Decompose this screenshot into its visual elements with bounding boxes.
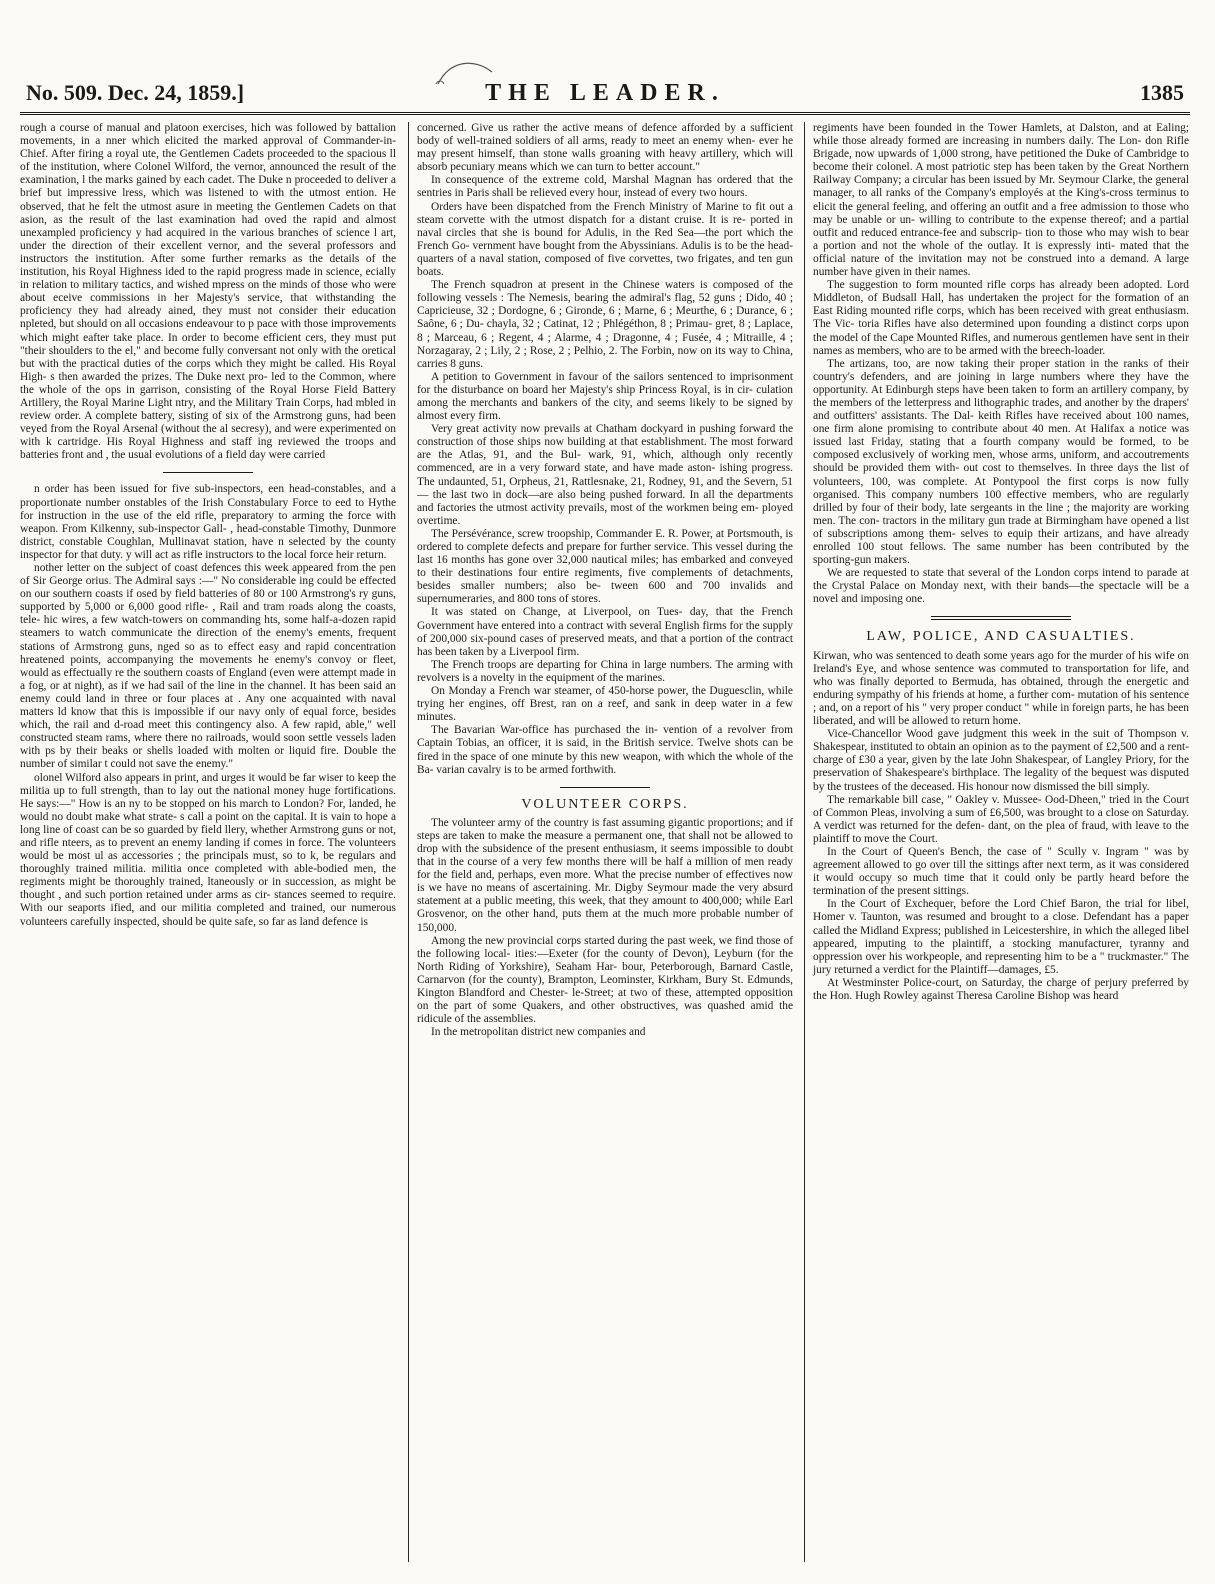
paragraph: The volunteer army of the country is fast assuming gigantic proportions; and if steps are taken to make the measure a permanent one, that shall not be allowed to drop with the subsidence of the present enthusiasm, it seems impossible to doubt that in the course of a very few months there will be half a million of men ready for the field and, perhaps, even more. What the precise number of effectives now is we have no means of ascertaining. Mr. Digby Seymour made the very absurd statement at a public meeting, this week, that they amount to 400,000; while Earl Grosvenor, on the other hand, puts them at the much more probable number of 150,000. [417, 816, 793, 934]
paragraph: regiments have been founded in the Tower Hamlets, at Dalston, and at Ealing; while those already formed are increasing in numbers daily. The Lon- don Rifle Brigade, now upwards of 1,000 strong, have petitioned the Duke of Cambridge to become their colonel. A most patriotic step has been taken by the Great Northern Railway Company; a circular has been issued by Mr. Seymour Clarke, the general manager, to all ranks of the Company's employés at the King's-cross terminus to elicit the general feeling, and offering an outfit and a free admission to those who may be unable or un- willing to contribute to the expense thereof; and a partial outfit and reduced entrance-fee and subscrip- tion to those who may wish to bear a portion and not the whole of the outlay. It is expressly inti- mated that the official nature of the invitation may not be construed into a demand. A large number have given in their names. [813, 122, 1189, 279]
paragraph: Orders have been dispatched from the French Ministry of Marine to fit out a steam corvette with the utmost dispatch for a distant cruise. It is re- ported in naval circles that she is bound for Adulis, in the Red Sea—the port which the French Go- vernment have bought from the Abyssinians. Adulis is to be the head-quarters of a naval station, composed of five corvettes, two frigates, and ten gun boats. [417, 200, 793, 279]
paragraph: It was stated on Change, at Liverpool, on Tues- day, that the French Government have entered into a contract with several English firms for the supply of 200,000 six-pound cases of preserved meats, and that a portion of the contract has been taken by a Liverpool firm. [417, 606, 793, 658]
section-divider [163, 472, 253, 473]
paragraph: We are requested to state that several of the London corps intend to parade at the Crystal Palace on Monday next, with their bands—the spectacle will be a novel and imposing one. [813, 567, 1189, 606]
paragraph: In the Court of Queen's Bench, the case of " Scully v. Ingram " was by agreement allowed to go over till the sittings after next term, as it was considered it would occupy so much time that it could only be partly heard before the termination of the present sittings. [813, 845, 1189, 898]
masthead [20, 80, 1190, 115]
paragraph: Vice-Chancellor Wood gave judgment this week in the suit of Thompson v. Shakespear, instituted to obtain an opinion as to the payment of £2,500 and a rent-charge of £30 a year, given by the late John Shakespear, of Langley Priory, for the preservation of Shakespeare's birthplace. The legality of the bequest was disputed by the trustees of the deceased. His honour now dismissed the bill simply. [813, 728, 1189, 793]
paragraph: Among the new provincial corps started during the past week, we find those of the following local- ities:—Exeter (for the county of Devon), Leyburn (for the North Riding of Yorkshire), Seaham Har- bour, Peterborough, Barnard Castle, Carnarvon (for the county), Brampton, Leominster, Kirkham, Bury St. Edmunds, Kington Blandford and Chester- le-Street; at two of these, attempted opposition on the part of some Quakers, and other obstructives, was quashed amid the ridicule of the assemblies. [417, 934, 793, 1026]
column-2 [408, 122, 793, 1562]
newspaper-title: THE LEADER. [485, 80, 725, 106]
paragraph: olonel Wilford also appears in print, and urges it would be far wiser to keep the militia up to full strength, than to lay out the national money huge fortifications. He says:—" How is an ny to be stopped on his march to London? For, landed, he would no doubt make what strate- s call a point on the capital. It is vain to hope a long line of coast can be so guarded by field llery, whether Armstrong guns or not, and rifle nteers, as to prevent an enemy landing if comes in force. The volunteers would be most ul as accessories ; the principals must, so to k, be regulars and thoroughly trained militia. militia once completed with able-bodied men, the regiments might be thoroughly trained, ltaneously or in succession, as might be thought , and such portion retained under arms as cir- stances seemed to require. With our seaports ified, and our militia completed and trained, our numerous volunteers carefully inspected, should be quite safe, so far as land defence is [20, 771, 396, 928]
paragraph: A petition to Government in favour of the sailors sentenced to imprisonment for the disturbance on board her Majesty's ship Princess Royal, is in cir- culation among the merchants and bankers of the city, and seems likely to be signed by almost every firm. [417, 370, 793, 423]
paragraph: In consequence of the extreme cold, Marshal Magnan has ordered that the sentries in Paris shall be relieved every hour, instead of every two hours. [417, 174, 793, 200]
paragraph: rough a course of manual and platoon exercises, hich was followed by battalion movements, in a nner which elicited the marked approval of Commander-in-Chief. After firing a royal ute, the Gentlemen Cadets proceeded to the spacious ll of the institution, where Colonel Wilford, the vernor, announced the result of the examination, l the marks gained by each cadet. The Duke n proceeded to deliver a brief but impressive lress, which was listened to with the utmost ention. He observed, that he felt the utmost asure in meeting the Gentlemen Cadets on that asion, as the result of the last examination had oved the rapid and almost unexampled proficiency y had acquired in the various branches of science l art, under the direction of their excellent vernor, and the several professors and instructors the institution. After some further remarks as the details of the institution, his Royal Highness ided to the rapid progress made in science, ecially in relation to military tactics, and wished mpress on the minds of those who were about eceive commissions in her Majesty's service, that withstanding the proficiency they had already ained, they must not consider their education npleted, but should on all occasions endeavour to p pace with those improvements which might eafter take place. In order to become efficient cers, they must put "their shoulders to the el," and become fully conversant not only with the oretical but with the practical duties of the corps which they might be called. His Royal High- s then awarded the prizes. The Duke next pro- led to the Common, where the whole of the ops in garrison, consisting of the Royal Horse Field Battery Artillery, the Royal Marine Light ntry, and the Military Train Corps, had mbled in review order. A complete battery, sisting of six of the Armstrong guns, had been veyed from the Royal Arsenal (without the al secresy), and were experimented on with k cartridge. His Royal Highness and staff ing reviewed the troops and batteries front and , the usual evolutions of a field day were carried [20, 122, 396, 462]
paragraph: n order has been issued for five sub-inspectors, een head-constables, and a proportionate number onstables of the Irish Constabulary Force to eed to Hythe for instruction in the use of the eld rifle, preparatory to arming the force with weapon. From Kilkenny, sub-inspector Gall- , head-constable Timothy, Dunmore district, constable Coughlan, Mullinavat station, have n selected by the county inspector for that duty. y will act as rifle instructors to the local force heir return. [20, 483, 396, 561]
section-divider [931, 616, 1071, 620]
paragraph: The French squadron at present in the Chinese waters is composed of the following vessels : The Nemesis, bearing the admiral's flag, 52 guns ; Dido, 40 ; Capricieuse, 32 ; Dordogne, 6 ; Gironde, 6 ; Marne, 6 ; Meurthe, 6 ; Durance, 6 ; Saône, 6 ; Du- chayla, 32 ; Catinat, 12 ; Phlégéthon, 8 ; Primau- gret, 8 ; Laplace, 8 ; Marceau, 6 ; Regent, 4 ; Alarme, 4 ; Dragonne, 4 ; Fusée, 4 ; Mitraille, 4 ; Norzagaray, 2 ; Lily, 2 ; Rose, 2 ; Pelhio, 2. The Forbin, now on its way to China, carries 8 guns. [417, 279, 793, 370]
paragraph: The artizans, too, are now taking their proper station in the ranks of their country's defenders, and are joining in large numbers where they have the opportunity. At Edinburgh steps have been taken to form an artillery company, by the members of the letterpress and lithographic trades, and another by the drapers' and outfitters' assistants. The Dal- keith Rifles have received about 100 names, one firm alone promising to contribute about 40 men. At Halifax a notice was issued last Friday, stating that a fourth company would be formed, to be composed exclusively of working men, whose arms, uniform, and accoutrements should be provided them with- out cost to themselves. In three days the list of volunteers, 100, was complete. At Pontypool the first corps is now fully organised. This company numbers 100 effective members, who are regularly drilled by four of their body, late sergeants in the line ; the majority are working men. The con- tractors in the military gun trade at Birmingham have opened a list of subscriptions among them- selves to equip their artizans, and have already enrolled 100 stout fellows. The same number has been contributed by the sporting-gun makers. [813, 357, 1189, 567]
column-3 [804, 122, 1189, 1562]
page-number: 1385 [1140, 80, 1184, 105]
paragraph: In the metropolitan district new companies and [431, 1026, 646, 1039]
paragraph: The Bavarian War-office has purchased the in- vention of a revolver from Captain Tobias, an officer, it is said, in the British service. Twelve shots can be fired in the space of one minute by this new weapon, with which the whole of the Ba- varian cavalry is to be armed forthwith. [417, 724, 793, 776]
issue-date: No. 509. Dec. 24, 1859.] [26, 80, 245, 105]
paragraph: At Westminster Police-court, on Saturday, the charge of perjury preferred by the Hon. Hugh Rowley against Theresa Caroline Bishop was heard [813, 976, 1189, 1002]
paragraph: On Monday a French war steamer, of 450-horse power, the Duguesclin, while trying her engines, off Brest, ran on a reef, and sank in deep water in a few minutes. [417, 685, 793, 724]
paragraph: nother letter on the subject of coast defences this week appeared from the pen of Sir George orius. The Admiral says :—" No considerable ing could be effected on our southern coasts if osed by field batteries of 80 or 100 Armstrong's ry guns, supported by 5,000 or 6,000 good rifle- , Rail and tram roads along the coasts, tele- hic wires, a few watch-towers on commanding hts, some half-a-dozen rapid steamers to watch communicate the direction of the enemy's ements, frequent stations of Armstrong guns, nged so as to effect easy and rapid concentration hreatened points, accompanying the movements he enemy's convoy or fleet, would as effectually re the southern coasts of England (even were attempt made in a fog, or at night), as if we had sail of the line in the channel. It has been said an enemy could land in three or four places at . Any one acquainted with naval matters ld know that this is impossible if our navy only of equal force, besides which, the rail and d-road meet this contingency also. A few rapid, able," well constructed steam rams, where there no railroads, would soon settle vessels laden with ps by their beaks or shells loaded with molten or liquid fire. Double the number of similar t could not save the enemy." [20, 562, 396, 771]
column-1 [20, 122, 396, 1562]
paragraph: The remarkable bill case, " Oakley v. Mussee- Ood-Dheen," tried in the Court of Common Pleas, involving a sum of £6,500, was brought to a close on Saturday. A verdict was returned for the defen- dant, on the plea of fraud, with leave to the plaintiff to move the Court. [813, 793, 1189, 845]
section-divider [560, 787, 650, 788]
paragraph: Very great activity now prevails at Chatham dockyard in pushing forward the construction of those ships now building at that establishment. The most forward are the Atlas, 91, and the Bul- wark, 91, which, although only recently commenced, are in a very forward state, and have made aston- ishing progress. The undaunted, 51, Orpheus, 21, Rattlesnake, 21, Rodney, 91, and the Severn, 51— the last two in dock—are also being pushed forward. In all the departments and factories the utmost activity prevails, most of the workmen being em- ployed overtime. [417, 423, 793, 527]
section-heading-law-police: LAW, POLICE, AND CASUALTIES. [866, 629, 1136, 645]
section-heading-volunteer-corps: VOLUNTEER CORPS. [521, 796, 689, 812]
paragraph: In the Court of Exchequer, before the Lord Chief Baron, the trial for libel, Homer v. Taunton, was resumed and brought to a close. Defendant has a paper called the Midland Express; published in Leicestershire, in which the alleged libel appeared, imputing to the plaintiff, a stocking manufacturer, tyranny and oppression over his workpeople, and representing him to be a " truckmaster." The jury returned a verdict for the Plaintiff—damages, £5. [813, 898, 1189, 976]
paragraph: The suggestion to form mounted rifle corps has already been adopted. Lord Middleton, of Budsall Hall, has undertaken the project for the formation of an East Riding mounted rifle corps, which has been received with great enthusiasm. The Vic- toria Rifles have also determined upon founding a distinct corps upon the model of the Cape Mounted Rifles, and numerous gentlemen have sent in their names as members, who are to be armed with the breech-loader. [813, 279, 1189, 357]
paragraph: Kirwan, who was sentenced to death some years ago for the murder of his wife on Ireland's Eye, and whose sentence was commuted to transportation for life, and who was finally deported to Bermuda, has obtained, through the energetic and enduring sympathy of his friends at home, a further com- mutation of his sentence ; and, on a report of his " very proper conduct " while in foreign parts, he has been liberated, and will be allowed to return home. [813, 649, 1189, 728]
paragraph: The French troops are departing for China in large numbers. The arming with revolvers is a novelty in the equipment of the marines. [417, 658, 793, 684]
paragraph: The Persévérance, screw troopship, Commander E. R. Power, at Portsmouth, is ordered to complete defects and prepare for further service. This vessel during the last 16 months has gone over 32,000 nautical miles; has embarked and conveyed to their destinations four entire regiments, five complements of detachments, besides smaller numbers; also be- tween 600 and 700 invalids and supernumeraries, and 800 tons of stores. [417, 527, 793, 606]
article-columns [20, 122, 1190, 1562]
paragraph: concerned. Give us rather the active means of defence afforded by a sufficient body of well-trained soldiers of all arms, ready to meet an enemy when- ever he may present himself, than stone walls groaning with heavy artillery, which will absorb pecuniary means which we can turn to better account." [417, 122, 793, 174]
